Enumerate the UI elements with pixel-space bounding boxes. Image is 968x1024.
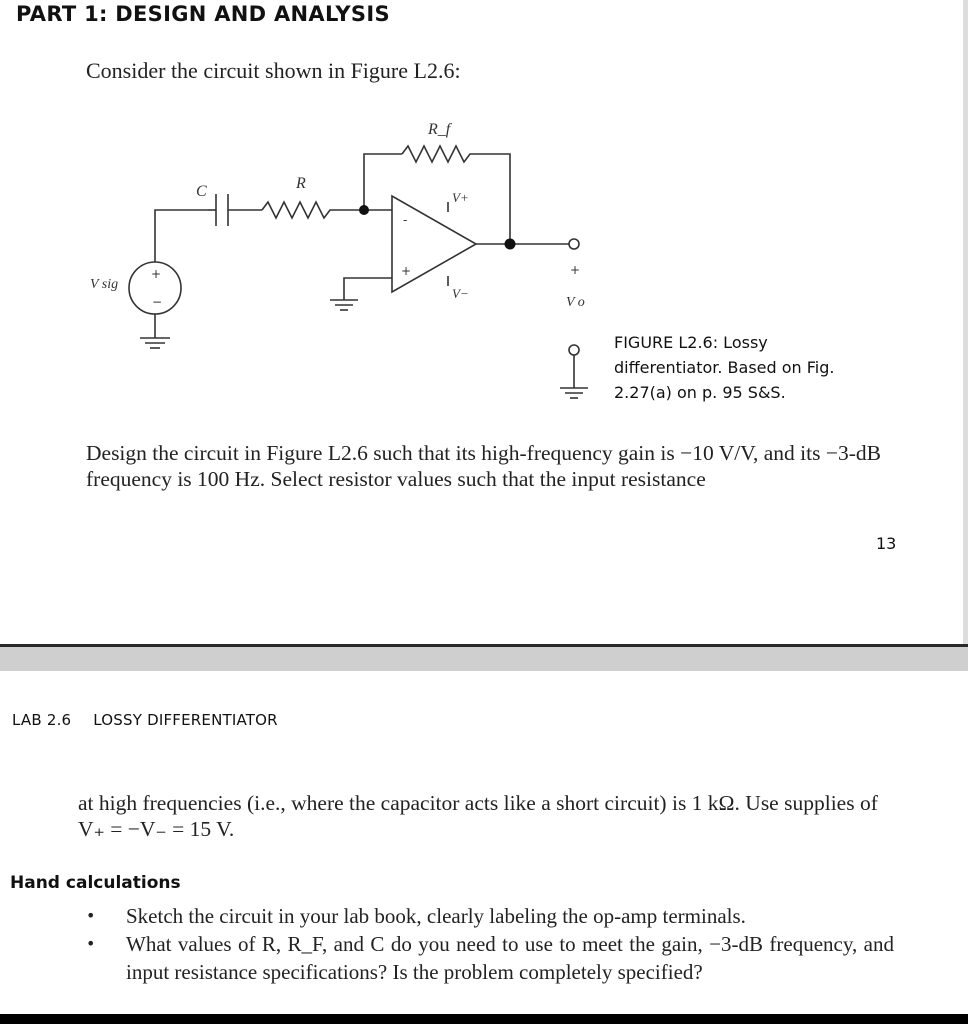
resistor-r xyxy=(262,202,364,218)
label-vplus: V+ xyxy=(452,190,469,205)
label-inverting-input: - xyxy=(403,213,408,227)
list-item xyxy=(84,902,894,930)
ground-terminal xyxy=(569,345,579,355)
design-paragraph: Design the circuit in Figure L2.6 such that its high-frequency gain is −10 V/V, and its −3-dB frequency is 100 Hz. Select resistor values such that the input resistance xyxy=(86,441,881,491)
page-divider-band xyxy=(0,647,968,671)
running-head-title: LOSSY DIFFERENTIATOR xyxy=(93,711,278,729)
label-source-minus: − xyxy=(152,295,163,309)
list-item xyxy=(84,930,894,986)
label-vminus: V− xyxy=(452,286,469,301)
hand-calculations-list xyxy=(84,902,894,986)
hand-calculations-heading: Hand calculations xyxy=(10,873,181,893)
bottom-bar xyxy=(0,1014,968,1024)
figure-caption: FIGURE L2.6: Lossy differentiator. Based on Fig. 2.27(a) on p. 95 S&S. xyxy=(614,333,835,402)
ground-symbol-output xyxy=(560,388,588,398)
bullet-dot-icon: • xyxy=(86,934,96,953)
list-item-text: What values of R, R_F, and C do you need to use to meet the gain, −3-dB frequency, and input resistance specifications? Is the problem completely specified? xyxy=(126,932,894,984)
label-output-plus: + xyxy=(570,263,581,277)
continued-paragraph: at high frequencies (i.e., where the capacitor acts like a short circuit) is 1 kΩ. Use supplies of V₊ = −V₋ = 15 V. xyxy=(78,791,878,841)
junction-node-output xyxy=(505,239,516,250)
label-source-plus: + xyxy=(151,267,162,281)
output-terminal xyxy=(569,239,579,249)
running-head xyxy=(12,711,278,729)
label-vo: V o xyxy=(566,295,585,310)
label-noninverting-input: + xyxy=(401,264,412,278)
label-rf: R_f xyxy=(428,121,451,138)
wire-source-top xyxy=(155,210,208,262)
running-head-section: LAB 2.6 xyxy=(12,711,72,729)
bullet-dot-icon: • xyxy=(86,906,96,925)
junction-node-input xyxy=(359,205,369,215)
label-vsig: V sig xyxy=(90,277,119,292)
label-r: R xyxy=(296,175,306,192)
ground-symbol-opamp xyxy=(330,300,358,310)
wire-feedback-left xyxy=(364,154,402,210)
ground-symbol-source xyxy=(140,338,170,348)
intro-text: Consider the circuit shown in Figure L2.6: xyxy=(86,58,461,83)
wire-noninv-input xyxy=(344,278,392,300)
page-number: 13 xyxy=(876,534,897,553)
list-item-text: Sketch the circuit in your lab book, clearly labeling the op-amp terminals. xyxy=(126,904,746,928)
part-title: PART 1: DESIGN AND ANALYSIS xyxy=(16,2,390,26)
label-c: C xyxy=(196,183,207,200)
